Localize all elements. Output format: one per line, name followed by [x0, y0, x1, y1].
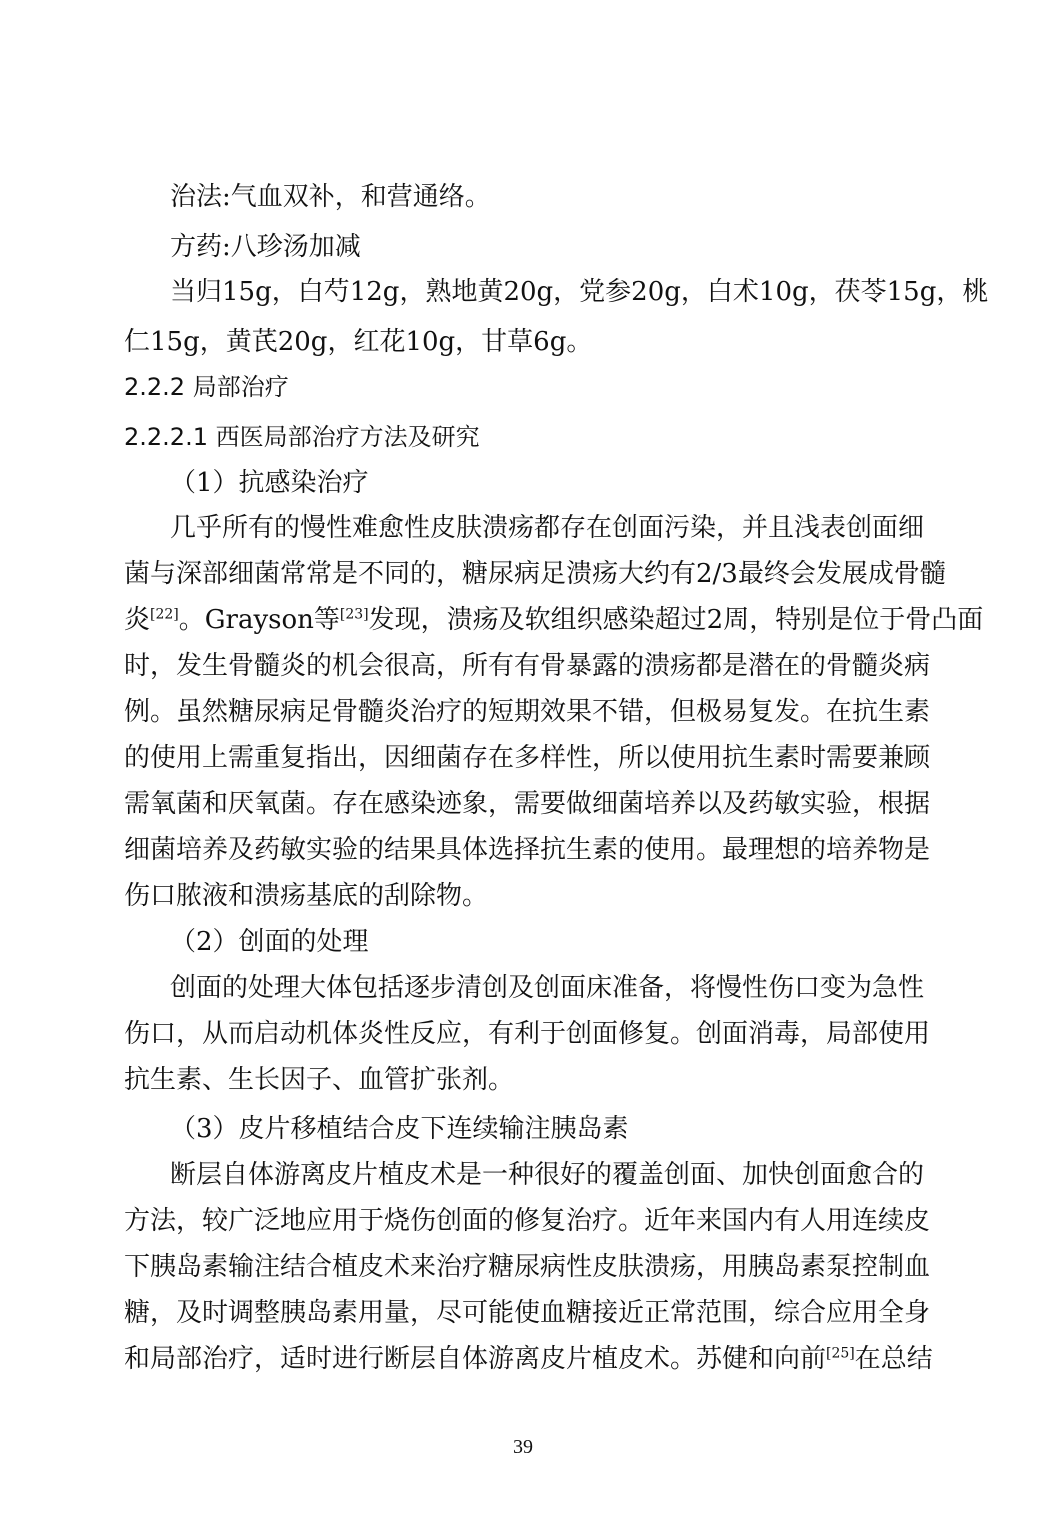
text-line: 下胰岛素输注结合植皮术来治疗糖尿病性皮肤溃疡，用胰岛素泵控制血 — [124, 1252, 931, 1282]
item-heading: （3）皮片移植结合皮下连续输注胰岛素 — [170, 1114, 629, 1144]
item-heading: （2）创面的处理 — [170, 927, 369, 957]
text-line: 伤口脓液和溃疡基底的刮除物。 — [124, 881, 489, 911]
text-line: 需氧菌和厌氧菌。存在感染迹象，需要做细菌培养以及药敏实验，根据 — [124, 789, 931, 819]
text-line: 时，发生骨髓炎的机会很高，所有有骨暴露的溃疡都是潜在的骨髓炎病 — [124, 651, 931, 681]
text-line: 断层自体游离皮片植皮术是一种很好的覆盖创面、加快创面愈合的 — [170, 1160, 925, 1190]
citation: [23] — [339, 606, 369, 623]
citation: [25] — [826, 1345, 855, 1362]
text-line: 治法:气血双补，和营通络。 — [170, 182, 491, 212]
text-line: 糖，及时调整胰岛素用量，尽可能使血糖接近正常范围，综合应用全身 — [124, 1298, 931, 1328]
text-span: 炎 — [124, 605, 151, 635]
page-number: 39 — [513, 1436, 533, 1458]
text-line: 创面的处理大体包括逐步清创及创面床准备，将慢性伤口变为急性 — [170, 973, 925, 1003]
text-line: 方法，较广泛地应用于烧伤创面的修复治疗。近年来国内有人用连续皮 — [124, 1206, 931, 1236]
item-heading: （1）抗感染治疗 — [170, 468, 369, 498]
text-span: 在总结 — [854, 1344, 933, 1374]
text-line — [124, 1342, 933, 1376]
text-line: 的使用上需重复指出，因细菌存在多样性，所以使用抗生素时需要兼顾 — [124, 743, 931, 773]
text-span: 。Grayson等 — [178, 605, 340, 635]
subsection-heading: 2.2.2.1 西医局部治疗方法及研究 — [124, 423, 480, 451]
text-span: 发现，溃疡及软组织感染超过2周，特别是位于骨凸面 — [368, 605, 984, 635]
text-line: 例。虽然糖尿病足骨髓炎治疗的短期效果不错，但极易复发。在抗生素 — [124, 697, 931, 727]
text-line: 伤口，从而启动机体炎性反应，有利于创面修复。创面消毒，局部使用 — [124, 1019, 931, 1049]
text-span: 和局部治疗，适时进行断层自体游离皮片植皮术。苏健和向前 — [124, 1344, 827, 1374]
text-line: 仁15g，黄芪20g，红花10g，甘草6g。 — [124, 327, 593, 357]
text-line: 方药:八珍汤加减 — [170, 232, 361, 262]
text-line: 几乎所有的慢性难愈性皮肤溃疡都存在创面污染，并且浅表创面细 — [170, 513, 925, 543]
text-line: 当归15g，白芍12g，熟地黄20g，党参20g，白术10g，茯苓15g，桃 — [170, 277, 989, 307]
section-heading: 2.2.2 局部治疗 — [124, 373, 289, 401]
text-line — [124, 603, 983, 637]
text-line: 菌与深部细菌常常是不同的，糖尿病足溃疡大约有2/3最终会发展成骨髓 — [124, 559, 946, 589]
text-line: 细菌培养及药敏实验的结果具体选择抗生素的使用。最理想的培养物是 — [124, 835, 931, 865]
citation: [22] — [150, 606, 179, 623]
text-line: 抗生素、生长因子、血管扩张剂。 — [124, 1065, 515, 1095]
